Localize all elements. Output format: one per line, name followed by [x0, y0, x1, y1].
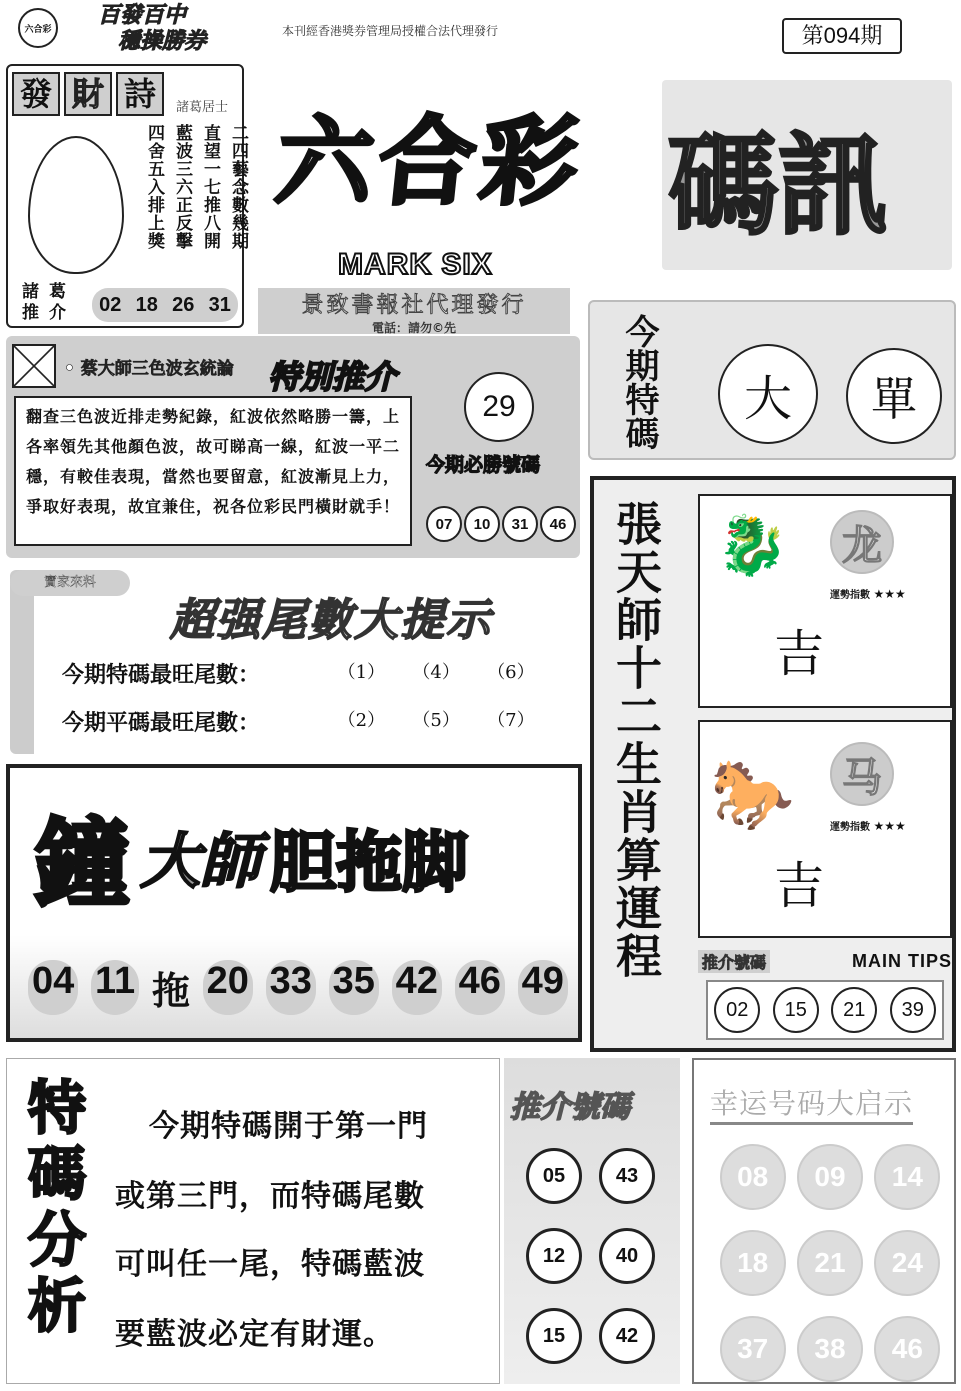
slogan-line2: 穩操勝券 — [118, 28, 207, 54]
zhong-drag: 拖 — [151, 969, 190, 1013]
zhong-number: 35 — [329, 960, 379, 1015]
lucky-ball: 21 — [797, 1230, 863, 1296]
zodiac-caption-text: 運勢指數 — [830, 822, 870, 833]
recommend-ball: 05 — [526, 1148, 582, 1204]
poem-number: 31 — [208, 293, 231, 316]
dragon-icon: 🐉 — [716, 511, 789, 579]
must-win-ball: 10 — [464, 506, 500, 542]
tail-panel — [10, 570, 576, 754]
zhong-number: 20 — [203, 960, 253, 1015]
tips-label: 推介號碼 — [698, 950, 770, 973]
masthead-title: 六合彩 — [271, 106, 590, 218]
zodiac-caption — [830, 586, 906, 601]
analysis-line: 可叫任一尾，特碼藍波 — [115, 1247, 425, 1282]
zodiac-caption — [830, 818, 906, 833]
slogan-line1: 百發百中 — [98, 2, 187, 28]
special-code-tag-text: 大 — [743, 370, 792, 427]
must-win-ball: 31 — [502, 506, 538, 542]
zodiac-verdict: 吉 — [774, 625, 824, 683]
poem-verse — [142, 124, 251, 274]
special-code-panel — [588, 300, 956, 460]
analysis-side-title: 特碼分析 — [18, 1077, 86, 1341]
poem-column: 直望一七推八開 — [200, 124, 220, 250]
poem-title-char: 發 — [12, 72, 60, 116]
license-notice: 本刊經香港獎券管理局授權合法代理發行 — [282, 24, 499, 38]
tail-value: （1） — [337, 662, 386, 683]
masthead — [256, 64, 956, 334]
zhong-number: 04 — [28, 960, 78, 1015]
tip-ball: 15 — [773, 987, 819, 1033]
special-code-label: 今期特碼 — [619, 314, 659, 450]
main-tips-header — [698, 950, 952, 973]
special-recommend-title: 特別推介 — [268, 358, 397, 396]
tail-value: （5） — [412, 710, 460, 731]
lucky-ball: 24 — [874, 1230, 940, 1296]
tail-value: （7） — [487, 710, 535, 731]
zhong-title-part: 胆拖脚 — [270, 824, 468, 901]
tips-label-en: MAIN TIPS — [851, 951, 952, 971]
tail-row — [62, 706, 562, 737]
header — [0, 0, 961, 62]
poem-title-char: 詩 — [116, 72, 164, 116]
poem-column: 四舍五入排上獎 — [144, 124, 164, 250]
egg-illustration — [28, 136, 124, 274]
zodiac-verdict: 吉 — [774, 857, 824, 915]
special-code-tag-text: 單 — [871, 372, 917, 426]
poem-column: 二四藝念數幾期 — [228, 124, 248, 250]
image-placeholder-icon — [12, 344, 56, 388]
agent-banner — [258, 288, 570, 334]
zodiac-glyph-badge — [830, 742, 894, 806]
zhong-panel — [6, 764, 582, 1042]
tail-value: （6） — [487, 662, 535, 683]
zodiac-caption-text: 運勢指數 — [830, 590, 870, 601]
zhong-title-part: 大師 — [140, 826, 260, 897]
recommend-heading: • 蔡大師三色波玄統論 — [64, 359, 234, 379]
main-tips-numbers — [706, 980, 944, 1040]
special-code-tag-odd — [846, 348, 942, 444]
zhong-number: 33 — [266, 960, 316, 1015]
tip-ball: 02 — [714, 987, 760, 1033]
publisher-logo — [18, 8, 58, 48]
recommend-numbers-title: 推介號碼 — [510, 1090, 630, 1125]
recommend-ball: 42 — [599, 1308, 655, 1364]
horse-icon: 🐎 — [710, 756, 795, 835]
recommend-panel — [6, 336, 580, 558]
publisher-logo-text: 六合彩 — [24, 23, 52, 34]
mark-six-label: MARK SIX — [338, 248, 493, 281]
must-win-ball: 07 — [426, 506, 462, 542]
analysis-line: 或第三門，而特碼尾數 — [115, 1179, 425, 1214]
zodiac-glyph: 马 — [842, 755, 882, 800]
analysis-line: 要藍波必定有財運。 — [115, 1317, 394, 1352]
lucky-ball: 38 — [797, 1316, 863, 1382]
poem-title — [12, 72, 164, 116]
tail-value: （2） — [337, 710, 386, 731]
recommend-ball: 43 — [599, 1148, 655, 1204]
masthead-title2: 碼訊 — [668, 122, 888, 250]
must-win-ball: 46 — [540, 506, 576, 542]
poem-number: 02 — [99, 293, 122, 316]
recommend-ball: 15 — [526, 1308, 582, 1364]
lucky-ball: 37 — [720, 1316, 786, 1382]
zodiac-title: 張天師十二生肖算運程 — [609, 500, 663, 980]
issue-number: 第094期 — [782, 18, 902, 54]
recommend-ball-number: 29 — [482, 390, 516, 423]
zhong-number: 46 — [455, 960, 505, 1015]
zodiac-card — [698, 494, 952, 708]
poem-number: 18 — [135, 293, 158, 316]
zhong-numbers — [28, 960, 568, 1015]
analysis-line: 今期特碼開于第一門 — [149, 1109, 428, 1144]
analysis-panel — [6, 1058, 500, 1384]
poem-recommend-label: 諸葛推介 — [22, 282, 76, 323]
recommend-ball: 12 — [526, 1228, 582, 1284]
lucky-grid — [714, 1144, 946, 1382]
zodiac-card — [698, 720, 952, 938]
lucky-ball: 46 — [874, 1316, 940, 1382]
poem-number: 26 — [172, 293, 195, 316]
lucky-title: 幸运号码大启示 — [710, 1082, 913, 1125]
poem-box — [6, 64, 248, 328]
lucky-ball: 09 — [797, 1144, 863, 1210]
must-win-label: 今期必勝號碼 — [426, 454, 541, 476]
tail-value: （4） — [412, 662, 460, 683]
recommend-body: 翻查三色波近排走勢紀錄，紅波依然略勝一籌，上各率領先其他顏色波，故可睇高一線，紅波一平二穩，有較佳表現，當然也要留意，紅波漸見上力，爭取好表現，故宜兼住，祝各位彩民門橫財就手！ — [14, 396, 412, 546]
poem-author: 諸葛居士 — [176, 100, 229, 115]
tip-ball: 39 — [890, 987, 936, 1033]
zodiac-glyph: 龙 — [842, 523, 882, 568]
zhong-number: 11 — [91, 960, 139, 1015]
zhong-title — [34, 788, 468, 925]
tail-row — [62, 658, 562, 689]
tail-row-label: 今期特碼最旺尾數： — [62, 663, 261, 688]
poem-column: 藍波三六正反擊 — [172, 124, 192, 250]
star-icon: ★★★ — [873, 819, 906, 833]
recommend-numbers-grid — [526, 1148, 656, 1364]
lucky-panel — [692, 1058, 956, 1384]
lucky-ball: 08 — [720, 1144, 786, 1210]
lucky-ball: 18 — [720, 1230, 786, 1296]
tail-tag: 寶家來料 — [10, 570, 130, 596]
tail-row-label: 今期平碼最旺尾數： — [62, 711, 261, 736]
must-win-numbers — [426, 506, 576, 542]
agent-line: 景致書報社代理發行 — [301, 293, 527, 318]
zhong-number: 49 — [518, 960, 568, 1015]
recommend-numbers-panel — [504, 1058, 680, 1384]
lucky-ball: 14 — [874, 1144, 940, 1210]
agent-sub: 電話：請勿©先 — [371, 321, 456, 335]
tail-title: 超强尾數大提示 — [170, 595, 492, 646]
special-code-tag-big — [718, 344, 818, 444]
slogan — [98, 2, 238, 58]
zhong-number: 42 — [392, 960, 442, 1015]
star-icon: ★★★ — [873, 587, 906, 601]
poem-recommend-numbers — [92, 288, 238, 322]
zodiac-panel — [590, 476, 956, 1052]
zhong-title-part: 鐘 — [34, 808, 130, 920]
tip-ball: 21 — [831, 987, 877, 1033]
recommend-ball: 40 — [599, 1228, 655, 1284]
poem-title-char: 財 — [64, 72, 112, 116]
recommend-ball — [464, 372, 534, 442]
zodiac-glyph-badge — [830, 510, 894, 574]
